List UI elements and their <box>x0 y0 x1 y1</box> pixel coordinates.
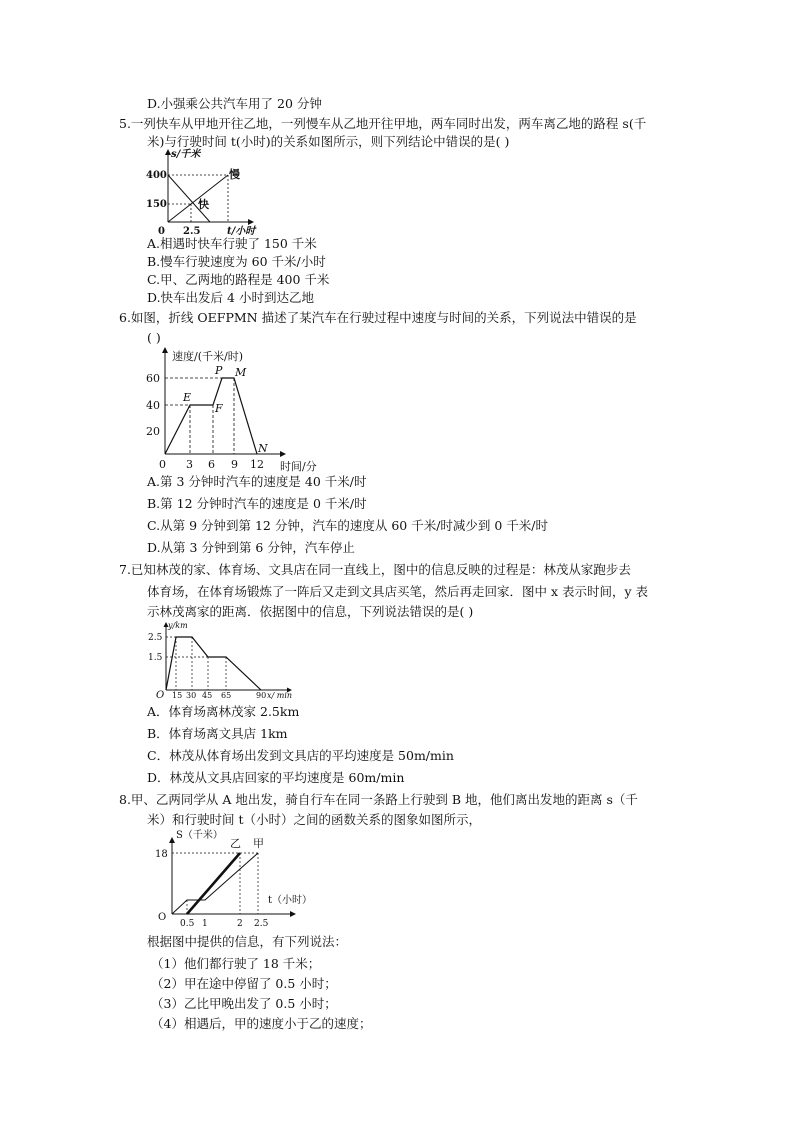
q5-option-c: C.甲、乙两地的路程是 400 千米 <box>147 272 330 287</box>
q6-stem-line2: ( ) <box>147 330 161 345</box>
q6-tick-12: 12 <box>250 458 264 471</box>
q7-option-d: D．林茂从文具店回家的平均速度是 60m/min <box>147 770 405 785</box>
q6-ylabel: 速度/(千米/时) <box>172 350 243 363</box>
q6-figure <box>140 344 330 474</box>
q8-stem-line3: 根据图中提供的信息，有下列说法： <box>147 934 348 949</box>
q7-tick-45: 45 <box>202 691 213 700</box>
q8-statement-1: （1）他们都行驶了 18 千米； <box>151 956 321 971</box>
q4-option-d: D.小强乘公共汽车用了 20 分钟 <box>147 96 322 111</box>
q5-option-d: D.快车出发后 4 小时到达乙地 <box>147 290 314 305</box>
q7-option-b: B．体育场离文具店 1km <box>147 726 288 741</box>
q7-origin: O <box>156 690 165 701</box>
q8-figure <box>150 826 313 930</box>
q8-ylabel: S（千米） <box>176 830 223 841</box>
q7-tick-90: 90 <box>256 691 267 700</box>
q6-label-e: E <box>183 391 192 404</box>
q6-speed-polyline <box>165 378 257 454</box>
q8-tick-0-5: 0.5 <box>180 919 195 929</box>
q5-stem-line2: 米)与行驶时间 t(小时)的关系如图所示，则下列结论中错误的是( ) <box>147 134 510 149</box>
q6-option-b: B.第 12 分钟时汽车的速度是 0 千米/时 <box>147 496 367 511</box>
q5-option-b: B.慢车行驶速度为 60 千米/小时 <box>147 254 326 269</box>
q6-label-m: M <box>235 366 247 379</box>
q5-label-fast: 快 <box>198 198 209 211</box>
q8-tick-18: 18 <box>155 849 168 860</box>
q5-ylabel: s/千米 <box>171 149 201 160</box>
q6-option-a: A.第 3 分钟时汽车的速度是 40 千米/时 <box>147 474 367 489</box>
q7-tick-1-5: 1.5 <box>148 653 163 663</box>
q7-xlabel: x/ min <box>267 691 293 700</box>
q5-tick-400: 400 <box>146 170 167 181</box>
q6-tick-40: 40 <box>146 399 160 412</box>
q8-stem-line1: 8.甲、乙两同学从 A 地出发，骑自行车在同一条路上行驶到 B 地，他们离出发地的距离 s（千 <box>119 792 638 807</box>
q6-tick-6: 6 <box>208 458 215 471</box>
q6-label-p: P <box>215 364 223 377</box>
q5-figure <box>143 146 263 238</box>
q8-label-yi: 乙 <box>230 837 241 850</box>
q7-tick-2-5: 2.5 <box>148 633 163 643</box>
q7-figure <box>146 620 306 702</box>
q8-label-jia: 甲 <box>253 837 264 850</box>
q6-tick-3: 3 <box>186 458 193 471</box>
q6-label-f: F <box>215 402 223 415</box>
q6-option-d: D.从第 3 分钟到第 6 分钟，汽车停止 <box>147 540 355 555</box>
q6-stem-line1: 6.如图，折线 OEFPMN 描述了某汽车在行驶过程中速度与时间的关系，下列说法中错误的是 <box>119 310 637 325</box>
q6-xlabel: 时间/分 <box>280 460 317 473</box>
q7-ylabel: y/km <box>168 621 188 630</box>
q6-tick-60: 60 <box>146 372 160 385</box>
q8-xlabel: t（小时） <box>268 895 313 906</box>
q5-origin: 0 <box>158 226 165 237</box>
q5-tick-150: 150 <box>146 199 167 210</box>
q7-option-a: A．体育场离林茂家 2.5km <box>147 704 300 719</box>
q8-statement-3: （3）乙比甲晚出发了 0.5 小时； <box>151 996 337 1011</box>
q5-tick-2-5: 2.5 <box>183 226 201 237</box>
q8-tick-2-5: 2.5 <box>254 919 269 929</box>
q7-tick-30: 30 <box>186 691 197 700</box>
q8-tick-2: 2 <box>237 919 243 929</box>
q8-tick-1: 1 <box>202 919 208 929</box>
q7-option-c: C．林茂从体育场出发到文具店的平均速度是 50m/min <box>147 748 454 763</box>
q7-tick-65: 65 <box>221 691 232 700</box>
q6-label-n: N <box>258 442 268 455</box>
q6-tick-20: 20 <box>146 425 160 438</box>
q7-distance-polyline <box>166 637 261 690</box>
q5-option-a: A.相遇时快车行驶了 150 千米 <box>147 236 317 251</box>
q6-origin: 0 <box>159 458 166 471</box>
q8-yi-line <box>187 853 240 914</box>
q7-tick-15: 15 <box>172 691 183 700</box>
q6-tick-9: 9 <box>231 458 238 471</box>
q5-xlabel: t/小时 <box>227 226 256 237</box>
q8-statement-2: （2）甲在途中停留了 0.5 小时； <box>151 976 337 991</box>
q7-stem-line3: 示林茂离家的距离．依据图中的信息，下列说法错误的是( ) <box>147 604 474 619</box>
q6-option-c: C.从第 9 分钟到第 12 分钟，汽车的速度从 60 千米/时减少到 0 千米/时 <box>147 518 549 533</box>
q8-origin: O <box>158 912 167 923</box>
q7-stem-line1: 7.已知林茂的家、体育场、文具店在同一直线上，图中的信息反映的过程是：林茂从家跑步去 <box>119 562 631 577</box>
q8-stem-line2: 米）和行驶时间 t（小时）之间的函数关系的图象如图所示， <box>147 812 481 827</box>
q5-label-slow: 慢 <box>229 168 240 181</box>
q5-stem-line1: 5.一列快车从甲地开往乙地，一列慢车从乙地开往甲地，两车同时出发，两车离乙地的路程 s(千 <box>119 116 647 131</box>
q8-statement-4: （4）相遇后，甲的速度小于乙的速度； <box>151 1016 372 1031</box>
q7-stem-line2: 体育场，在体育场锻炼了一阵后又走到文具店买笔，然后再走回家．图中 x 表示时间，y 表 <box>147 584 649 599</box>
